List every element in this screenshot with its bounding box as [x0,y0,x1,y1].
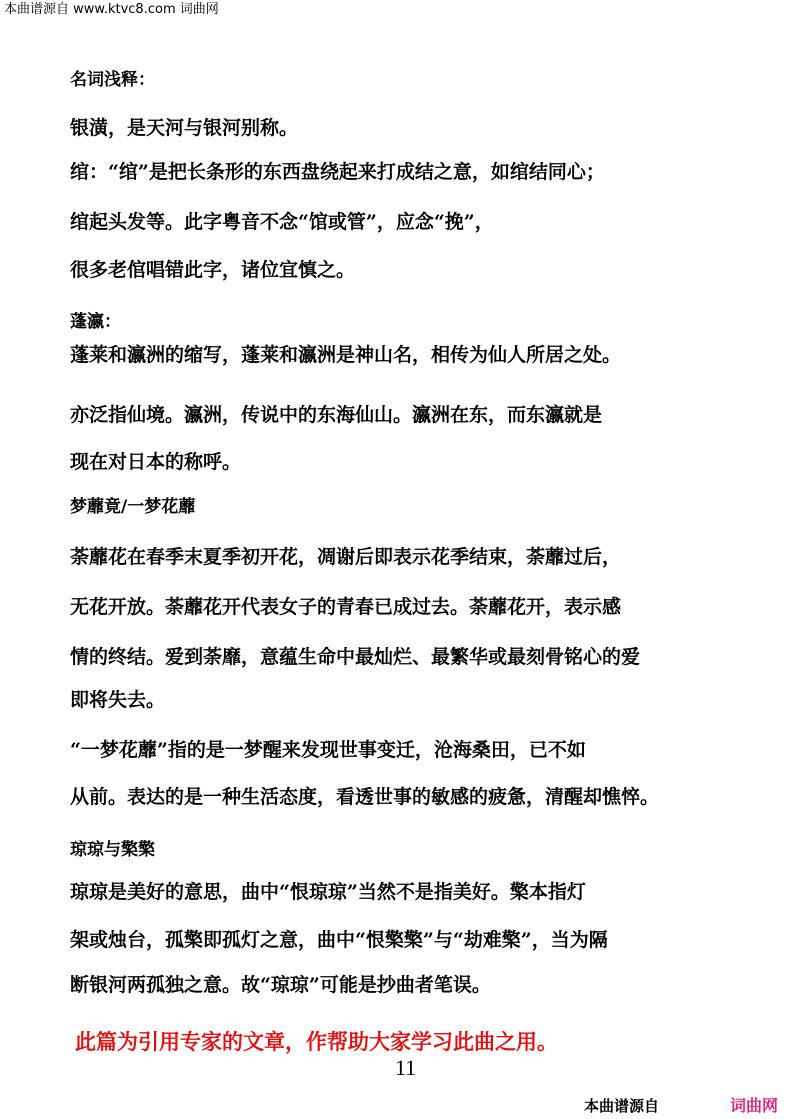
heading-mengmi: 梦蘼竟/一梦花蘼 [70,497,196,517]
paragraph-line: 荼蘼花在春季末夏季初开花，凋谢后即表示花季结束，荼蘼过后， [70,546,622,568]
paragraph-line: 无花开放。荼蘼花开代表女子的青春已成过去。荼蘼花开，表示感 [70,596,622,618]
paragraph-line: 亦泛指仙境。瀛洲，传说中的东海仙山。瀛洲在东，而东瀛就是 [70,404,603,426]
heading-qiongqing: 琼琼与檠檠 [70,840,155,860]
paragraph-line: 断银河两孤独之意。故“琼琼”可能是抄曲者笔误。 [70,974,491,996]
paragraph-line: 即将失去。 [70,689,166,711]
paragraph-line: 现在对日本的称呼。 [70,451,242,473]
footer-site-logo: 词曲网 [730,1096,779,1115]
page-number: 11 [395,1055,417,1080]
citation-notice: 此篇为引用专家的文章，作帮助大家学习此曲之用。 [75,1029,558,1054]
source-header: 本曲谱源自 www.ktvc8.com 词曲网 [4,2,219,17]
paragraph-line: 银潢，是天河与银河别称。 [70,117,299,139]
paragraph-line: 琼琼是美好的意思，曲中“恨琼琼”当然不是指美好。檠本指灯 [70,881,586,903]
paragraph-line: “一梦花蘼”指的是一梦醒来发现世事变迁，沧海桑田，已不如 [70,739,586,761]
paragraph-line: 架或烛台，孤檠即孤灯之意，曲中“恨檠檠”与“劫难檠”，当为隔 [70,929,608,951]
heading-pengying: 蓬瀛： [70,312,121,332]
paragraph-line: 蓬莱和瀛洲的缩写，蓬莱和瀛洲是神山名，相传为仙人所居之处。 [70,344,622,366]
paragraph-line: 情的终结。爱到荼靡，意蕴生命中最灿烂、最繁华或最刻骨铭心的爱 [70,646,641,668]
heading-terms: 名词浅释： [70,70,155,90]
footer-source-label: 本曲谱源自 [584,1097,660,1115]
paragraph-line: 很多老倌唱错此字，诸位宜慎之。 [70,259,356,281]
paragraph-line: 从前。表达的是一种生活态度，看透世事的敏感的疲惫，清醒却憔悴。 [70,786,660,808]
paragraph-line: 绾：“绾”是把长条形的东西盘绕起来打成结之意，如绾结同心； [70,161,605,183]
paragraph-line: 绾起头发等。此字粤音不念“馆或管”，应念“挽”， [70,211,494,233]
